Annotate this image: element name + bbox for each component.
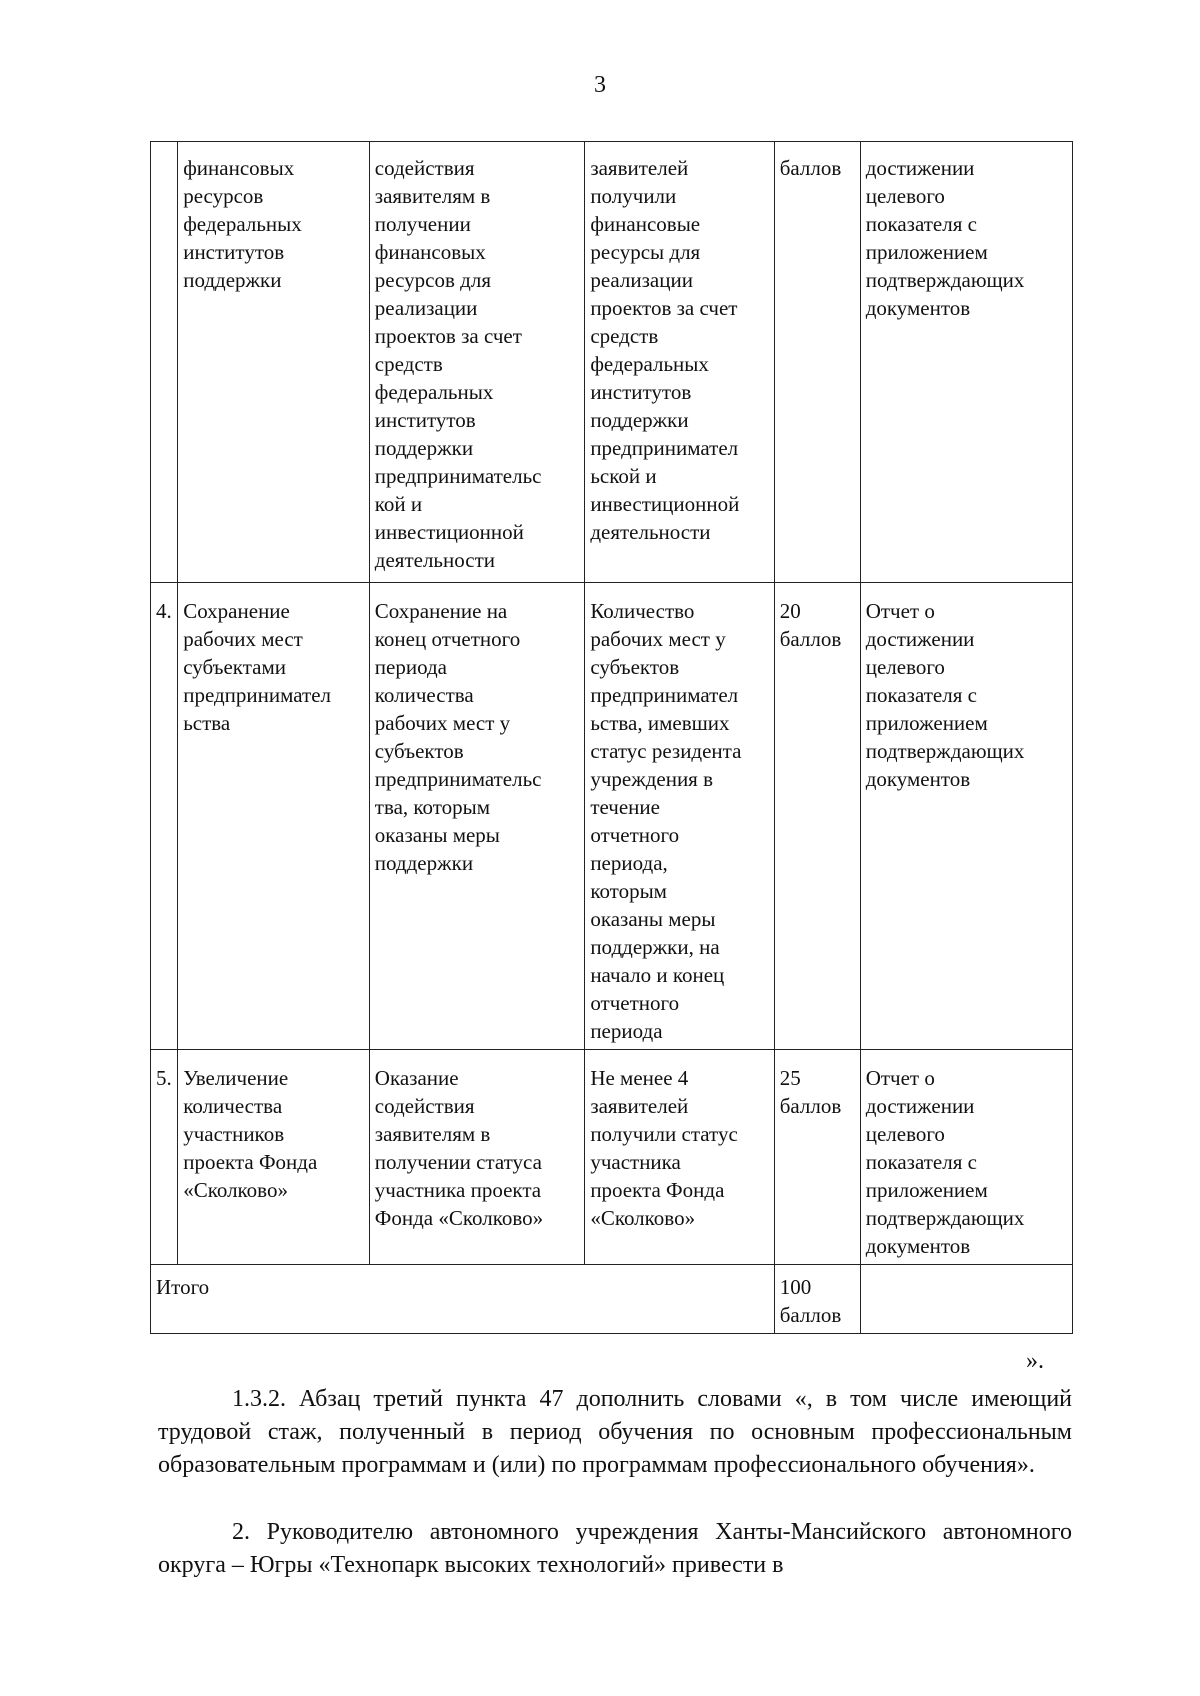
indicator-description: Количество рабочих мест у субъектов предпринимател ьства, имевших статус резидента учреждения в течение отчетного периода, которым оказаны меры поддержки, на начало и конец отчетного периода: [590, 599, 742, 1043]
score-cell: [774, 583, 860, 1050]
total-score: 100 баллов: [779, 1275, 842, 1327]
row-number-cell: [151, 583, 178, 1050]
row-number: 5.: [156, 1066, 172, 1090]
paragraph-instruction: 2. Руководителю автономного учреждения Ханты-Мансийского автономного округа – Югры «Технопарк высоких технологий» привести в: [158, 1519, 1072, 1578]
total-report-cell: [860, 1265, 1072, 1334]
report-cell: [860, 142, 1072, 583]
criterion-name: финансовых ресурсов федеральных институтов поддержки: [183, 156, 302, 292]
table-row: [151, 142, 1073, 583]
report-description: Отчет о достижении целевого показателя с приложением подтверждающих документов: [865, 1066, 1025, 1258]
table-total-row: [151, 1265, 1073, 1334]
closing-quote: ».: [1026, 1348, 1044, 1374]
report-description: достижении целевого показателя с приложением подтверждающих документов: [865, 156, 1025, 320]
indicator-cell: [585, 583, 774, 1050]
report-description: Отчет о достижении целевого показателя с приложением подтверждающих документов: [865, 599, 1025, 791]
table-row: [151, 583, 1073, 1050]
indicator-cell: [585, 142, 774, 583]
table-row: [151, 1050, 1073, 1265]
score-cell: [774, 142, 860, 583]
total-label: Итого: [156, 1275, 210, 1299]
activity-description: Оказание содействия заявителям в получении статуса участника проекта Фонда «Сколково»: [374, 1066, 544, 1230]
activity-cell: [369, 583, 585, 1050]
activity-cell: [369, 1050, 585, 1265]
criterion-name-cell: [178, 1050, 370, 1265]
total-label-cell: [151, 1265, 775, 1334]
paragraph-amendment: 1.3.2. Абзац третий пункта 47 дополнить словами «, в том числе имеющий трудовой стаж, полученный в период обучения по основным профессиональным образовательным программам и (или) по программам профессионального обучения».: [158, 1386, 1072, 1478]
criteria-table: [150, 141, 1073, 1334]
report-cell: [860, 1050, 1072, 1265]
criterion-name-cell: [178, 142, 370, 583]
total-score-cell: [774, 1265, 860, 1334]
row-number-cell: [151, 142, 178, 583]
indicator-description: заявителей получили финансовые ресурсы для реализации проектов за счет средств федеральных институтов поддержки предпринимател ьской и инвестиционной деятельности: [590, 156, 740, 544]
criterion-name: Сохранение рабочих мест субъектами предпринимател ьства: [183, 599, 332, 735]
row-number: 4.: [156, 599, 172, 623]
score-value: 25 баллов: [779, 1066, 842, 1118]
criterion-name: Увеличение количества участников проекта Фонда «Сколково»: [183, 1066, 318, 1202]
activity-description: содействия заявителям в получении финансовых ресурсов для реализации проектов за счет средств федеральных институтов поддержки предпринимательс кой и инвестиционной деятельности: [374, 156, 542, 572]
row-number-cell: [151, 1050, 178, 1265]
indicator-cell: [585, 1050, 774, 1265]
report-cell: [860, 583, 1072, 1050]
activity-description: Сохранение на конец отчетного периода количества рабочих мест у субъектов предпринимательс тва, которым оказаны меры поддержки: [374, 599, 542, 875]
score-value: 20 баллов: [779, 599, 842, 651]
page-number: 3: [594, 72, 606, 98]
criterion-name-cell: [178, 583, 370, 1050]
score-cell: [774, 1050, 860, 1265]
score-value: баллов: [779, 156, 842, 180]
indicator-description: Не менее 4 заявителей получили статус участника проекта Фонда «Сколково»: [590, 1066, 738, 1230]
activity-cell: [369, 142, 585, 583]
